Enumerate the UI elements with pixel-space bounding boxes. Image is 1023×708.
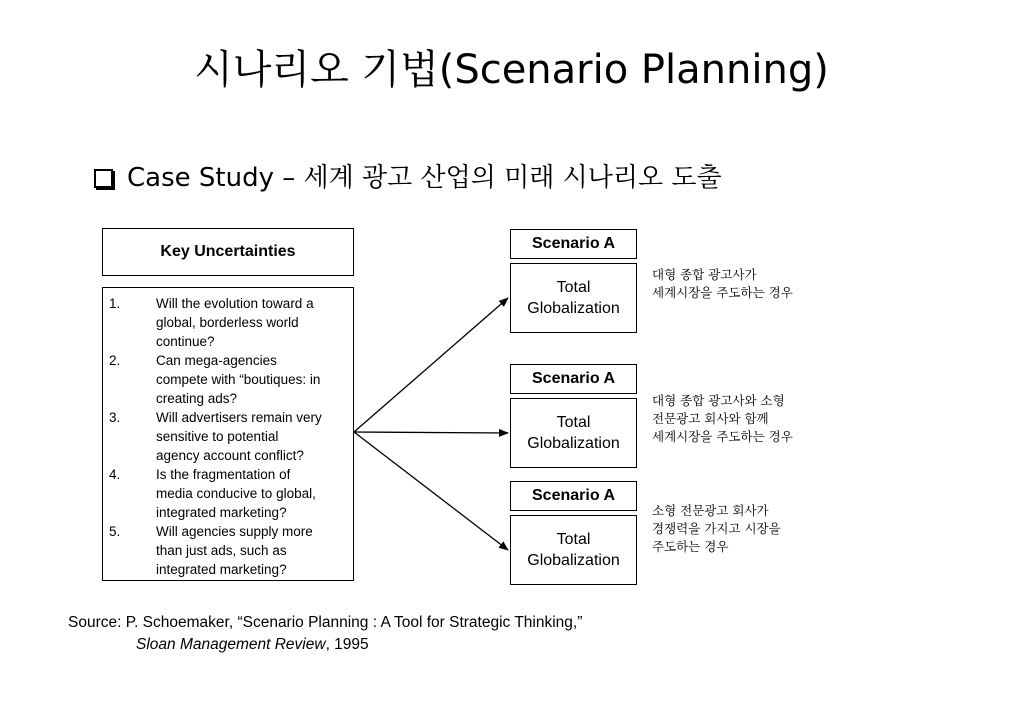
uncertainty-number: 2. — [109, 353, 121, 368]
uncertainty-line: continue? — [156, 334, 215, 349]
uncertainty-line: integrated marketing? — [156, 505, 287, 520]
scenario-3-description — [652, 502, 781, 556]
scenario-1-box — [510, 263, 637, 333]
uncertainty-line: media conducive to global, — [156, 486, 316, 501]
uncertainty-line: integrated marketing? — [156, 562, 287, 577]
uncertainty-number: 3. — [109, 410, 121, 425]
scenario-3-name — [527, 529, 620, 571]
scenario-name-line: Globalization — [527, 552, 620, 569]
scenario-1-label: Scenario A — [510, 229, 637, 259]
source-citation — [68, 612, 582, 656]
uncertainty-number: 1. — [109, 296, 121, 311]
uncertainty-line: Is the fragmentation of — [156, 467, 291, 482]
arrow-to-scenario-1 — [354, 298, 508, 432]
scenario-desc-line: 세계시장을 주도하는 경우 — [652, 285, 793, 300]
scenario-desc-line: 전문광고 회사와 함께 — [652, 411, 769, 426]
scenario-3-box — [510, 515, 637, 585]
source-citation-line-1: Source: P. Schoemaker, “Scenario Planning : A Tool for Strategic Thinking,” — [68, 614, 583, 631]
uncertainty-line: agency account conflict? — [156, 448, 304, 463]
scenario-name-line: Total — [556, 414, 591, 431]
scenario-2-box — [510, 398, 637, 468]
arrow-to-scenario-3 — [354, 432, 508, 550]
uncertainty-number: 4. — [109, 467, 121, 482]
uncertainty-line: than just ads, such as — [156, 543, 287, 558]
scenario-name-line: Total — [556, 531, 591, 548]
scenario-desc-line: 소형 전문광고 회사가 — [652, 503, 769, 518]
arrow-to-scenario-2 — [354, 432, 508, 433]
scenario-name-line: Total — [556, 279, 591, 296]
scenario-2-label: Scenario A — [510, 364, 637, 394]
scenario-desc-line: 대형 종합 광고사와 소형 — [652, 393, 785, 408]
scenario-2-name — [527, 412, 620, 454]
scenario-desc-line: 대형 종합 광고사가 — [652, 267, 757, 282]
uncertainty-line: Will the evolution toward a — [156, 296, 314, 311]
scenario-desc-line: 세계시장을 주도하는 경우 — [652, 429, 793, 444]
scenario-desc-line: 경쟁력을 가지고 시장을 — [652, 521, 781, 536]
uncertainty-line: Can mega-agencies — [156, 353, 277, 368]
source-journal: Sloan Management Review — [136, 636, 326, 653]
case-study-heading-text: Case Study – 세계 광고 산업의 미래 시나리오 도출 — [127, 163, 722, 193]
uncertainty-line: Will advertisers remain very — [156, 410, 322, 425]
scenario-desc-line: 주도하는 경우 — [652, 539, 729, 554]
key-uncertainties-header: Key Uncertainties — [102, 228, 354, 276]
page-title: 시나리오 기법(Scenario Planning) — [194, 47, 829, 93]
scenario-2-description — [652, 392, 793, 446]
uncertainty-line: creating ads? — [156, 391, 238, 406]
scenario-3-label: Scenario A — [510, 481, 637, 511]
scenario-1-name — [527, 277, 620, 319]
uncertainty-line: compete with “boutiques: in — [156, 372, 321, 387]
uncertainty-line: sensitive to potential — [156, 429, 279, 444]
source-citation-line-2 — [68, 634, 582, 656]
scenario-name-line: Globalization — [527, 300, 620, 317]
source-year: , 1995 — [325, 636, 369, 653]
uncertainty-line: global, borderless world — [156, 315, 299, 330]
uncertainty-number: 5. — [109, 524, 121, 539]
scenario-name-line: Globalization — [527, 435, 620, 452]
scenario-1-description — [652, 266, 793, 302]
uncertainty-line: Will agencies supply more — [156, 524, 313, 539]
